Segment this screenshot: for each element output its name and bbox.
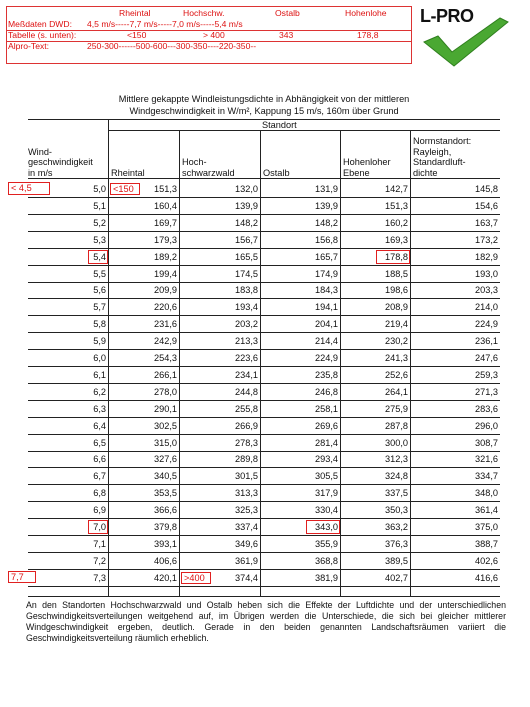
table-cell: 416,6 [475,572,498,583]
wind-speed-cell: 5,3 [93,234,106,245]
table-cell: 361,9 [235,555,258,566]
table-cell: 209,9 [154,285,177,296]
col-divider [260,130,261,596]
table-cell: 214,4 [315,336,338,347]
table-cell: 179,3 [154,234,177,245]
table-cell: 271,3 [475,386,498,397]
table-cell: 242,9 [154,336,177,347]
hdr-row3-label: Alpro-Text: [8,41,50,51]
hdr-row1-values: 4,5 m/s-----7,7 m/s-----7,0 m/s-----5,4 m/s [87,19,243,29]
head-hohenlohe-1: Hohenloher [343,157,391,167]
table-cell: 193,0 [475,268,498,279]
table-caption-line2: Windgeschwindigkeit in W/m², Kappung 15 m/s, 160m über Grund [129,106,399,116]
table-cell: 131,9 [315,184,338,194]
table-cell: 194,1 [315,302,338,313]
wind-speed-cell: 6,3 [93,403,106,414]
table-cell: 264,1 [385,386,408,397]
table-cell: 379,8 [154,522,177,532]
head-norm-1: Normstandort: [413,136,472,146]
hdr-row2-v4: 178,8 [357,30,379,40]
table-cell: 343,0 [315,522,338,532]
table-cell: 325,3 [235,505,258,516]
table-cell: 174,5 [235,268,258,279]
row-rule [28,586,500,587]
table-cell: 214,0 [475,302,498,313]
table-cell: 154,6 [475,200,498,211]
row-rule [28,332,500,333]
table-cell: 393,1 [154,538,177,549]
row-rule [28,214,500,215]
wind-speed-cell: 5,4 [93,251,106,262]
table-cell: 199,4 [154,268,177,279]
table-cell: 353,5 [154,488,177,499]
cell-highlight [88,250,108,264]
hdr-col-hochschw: Hochschw. [183,8,225,18]
row-rule [28,400,500,401]
wind-speed-cell: 6,7 [93,471,106,482]
table-cell: 156,8 [315,234,338,245]
table-cell: 224,9 [315,353,338,363]
col-divider [179,130,180,596]
table-cell: 259,3 [475,369,498,380]
table-cell: 132,0 [235,184,258,194]
table-cell: 305,5 [315,471,338,482]
wind-speed-cell: 6,2 [93,386,106,397]
head-wind-2: geschwindigkeit [28,157,93,167]
table-cell: 289,8 [235,454,258,465]
hdr-col-hohenlohe: Hohenlohe [345,8,387,18]
table-cell: 173,2 [475,234,498,245]
table-cell: 178,8 [385,251,408,262]
table-cell: 142,7 [385,184,408,194]
table-cell: 363,2 [385,522,408,532]
table-cell: 302,5 [154,420,177,431]
table-cell: 296,0 [475,420,498,431]
table-cell: 330,4 [315,505,338,516]
head-norm-4: dichte [413,167,438,178]
table-cell: 317,9 [315,488,338,499]
table-cell: 204,1 [315,319,338,330]
table-cell: 258,1 [315,403,338,414]
table-cell: 148,2 [235,217,258,228]
row-rule [28,265,500,266]
table-cell: 145,8 [475,184,498,194]
table-cell: 281,4 [315,437,338,448]
table-cell: 337,5 [385,488,408,499]
annotation-77: 7,7 [8,571,36,583]
table-cell: 151,3 [385,200,408,211]
table-cell: 389,5 [385,555,408,566]
col-divider [108,119,109,596]
wind-speed-cell: 6,5 [93,437,106,448]
wind-speed-cell: 5,8 [93,319,106,330]
table-cell: 203,2 [235,319,258,330]
table-cell: 278,0 [154,386,177,397]
hdr-col-ostalb: Ostalb [275,8,300,18]
table-cell: 252,6 [385,369,408,380]
wind-speed-cell: 6,0 [93,353,106,363]
table-cell: 287,8 [385,420,408,431]
wind-speed-cell: 5,5 [93,268,106,279]
row-rule [28,451,500,452]
table-cell: 235,8 [315,369,338,380]
table-cell: 374,4 [235,572,258,583]
wind-speed-cell: 7,0 [93,522,106,532]
table-cell: 308,7 [475,437,498,448]
row-rule [28,535,500,536]
annotation-lt45: < 4,5 [8,182,50,195]
table-cell: 165,5 [235,251,258,262]
wind-speed-cell: 7,2 [93,555,106,566]
table-cell: 148,2 [315,217,338,228]
row-rule [28,231,500,232]
hdr-row2-v2: > 400 [203,30,225,40]
wind-speed-cell: 6,9 [93,505,106,516]
row-rule [28,552,500,553]
table-cell: 293,4 [315,454,338,465]
table-cell: 183,8 [235,285,258,296]
table-cell: 266,9 [235,420,258,431]
table-cell: 244,8 [235,386,258,397]
table-cell: 340,5 [154,471,177,482]
table-cell: 169,3 [385,234,408,245]
table-cell: 203,3 [475,285,498,296]
table-cell: 300,0 [385,437,408,448]
table-cell: 213,3 [235,336,258,347]
table-cell: 165,7 [315,251,338,262]
table-cell: 224,9 [475,319,498,330]
table-cell: 420,1 [154,572,177,583]
table-cell: 254,3 [154,353,177,363]
wind-speed-cell: 7,1 [93,538,106,549]
table-cell: 275,9 [385,403,408,414]
table-cell: 334,7 [475,471,498,482]
table-cell: 231,6 [154,319,177,330]
table-caption-line1: Mittlere gekappte Windleistungsdichte in Abhängigkeit von der mittleren [118,94,410,104]
table-cell: 278,3 [235,437,258,448]
annotation-gt400: >400 [181,572,211,584]
table-cell: 313,3 [235,488,258,499]
rule-head [28,178,500,179]
hdr-row1-label: Meßdaten DWD: [8,19,72,29]
row-rule [28,197,500,198]
wind-speed-cell: 6,6 [93,454,106,465]
table-cell: 160,2 [385,217,408,228]
head-hohenlohe-2: Ebene [343,167,370,178]
annotation-lt150: <150 [110,183,140,195]
table-cell: 361,4 [475,505,498,516]
table-cell: 160,4 [154,200,177,211]
table-cell: 163,7 [475,217,498,228]
table-cell: 151,3 [154,184,177,194]
head-rheintal: Rheintal [111,167,145,178]
row-rule [28,282,500,283]
wind-speed-cell: 5,6 [93,285,106,296]
wind-speed-cell: 5,0 [93,184,106,194]
table-cell: 219,4 [385,319,408,330]
table-cell: 290,1 [154,403,177,414]
wind-speed-cell: 5,9 [93,336,106,347]
table-cell: 223,6 [235,353,258,363]
table-cell: 376,3 [385,538,408,549]
table-cell: 327,6 [154,454,177,465]
table-cell: 241,3 [385,353,408,363]
head-norm-3: Standardluft- [413,157,466,167]
table-cell: 350,3 [385,505,408,516]
col-divider [340,130,341,596]
wind-speed-cell: 5,2 [93,217,106,228]
row-rule [28,349,500,350]
table-cell: 220,6 [154,302,177,313]
row-rule [28,366,500,367]
table-cell: 193,4 [235,302,258,313]
table-cell: 337,4 [235,522,258,532]
table-cell: 406,6 [154,555,177,566]
table-cell: 188,5 [385,268,408,279]
table-cell: 301,5 [235,471,258,482]
table-cell: 355,9 [315,538,338,549]
table-cell: 182,9 [475,251,498,262]
table-cell: 139,9 [235,200,258,211]
table-cell: 269,6 [315,420,338,431]
table-cell: 315,0 [154,437,177,448]
table-cell: 246,8 [315,386,338,397]
row-rule [28,467,500,468]
table-cell: 349,6 [235,538,258,549]
cell-highlight [88,520,108,534]
wind-speed-cell: 5,7 [93,302,106,313]
row-rule [28,484,500,485]
head-hoch-1: Hoch- [182,157,207,167]
table-cell: 169,7 [154,217,177,228]
head-wind-3-label: in m/s [28,167,53,178]
hdr-row2-label: Tabelle (s. unten): [8,30,77,40]
wind-speed-cell: 6,1 [93,369,106,380]
row-rule [28,501,500,502]
table-cell: 368,8 [315,555,338,566]
table-cell: 321,6 [475,454,498,465]
row-rule [28,315,500,316]
table-cell: 366,6 [154,505,177,516]
wind-speed-cell: 6,4 [93,420,106,431]
table-cell: 388,7 [475,538,498,549]
cell-highlight [376,250,410,264]
hdr-row3-values: 250-300------500-600---300-350----220-350-- [87,41,257,51]
head-norm-2: Rayleigh, [413,146,452,157]
table-cell: 208,9 [385,302,408,313]
table-cell: 189,2 [154,251,177,262]
row-rule [28,248,500,249]
hdr-row2-v3: 343 [279,30,294,40]
table-cell: 255,8 [235,403,258,414]
table-cell: 402,6 [475,555,498,566]
head-ostalb: Ostalb [263,167,290,178]
table-cell: 236,1 [475,336,498,347]
table-cell: 348,0 [475,488,498,499]
row-rule [28,434,500,435]
head-wind-1: Wind- [28,146,52,157]
table-cell: 184,3 [315,285,338,296]
explanation-paragraph: An den Standorten Hochschwarzwald und Ostalb heben sich die Effekte der Luftdichte und der unterschiedlichen Geschwindigkeitsverteilungen weitgehend auf, im Übrigen werden die Unterschiede, die sich bei gleicher mittlerer Windgeschwindigkeit ergeben, deutlich. Gerade in den beiden genannten Landschaftsräumen variiert die Geschwindigkeitsverteilung räumlich erheblich. [26,600,506,643]
lpro-logo [418,6,514,68]
table-cell: 230,2 [385,336,408,347]
checkmark-icon [418,6,514,68]
wind-speed-cell: 7,3 [93,572,106,583]
logo-text: L-PRO [420,6,474,26]
wind-power-density-table [11,92,500,598]
table-cell: 156,7 [235,234,258,245]
col-divider [410,130,411,596]
hdr-col-rheintal: Rheintal [119,8,151,18]
table-cell: 139,9 [315,200,338,211]
row-rule [28,298,500,299]
table-cell: 283,6 [475,403,498,414]
table-cell: 247,6 [475,353,498,363]
head-hoch-2: schwarzwald [182,167,235,178]
table-cell: 198,6 [385,285,408,296]
head-standort: Standort [262,120,297,130]
row-rule [28,417,500,418]
wind-speed-cell: 6,8 [93,488,106,499]
table-cell: 324,8 [385,471,408,482]
row-rule [28,569,500,570]
rule-standort [108,130,500,131]
measurement-comparison-box [6,6,412,64]
table-cell: 174,9 [315,268,338,279]
table-cell: 381,9 [315,572,338,583]
table-cell: 402,7 [385,572,408,583]
hdr-row2-v1: <150 [127,30,147,40]
wind-speed-cell: 5,1 [93,200,106,211]
row-rule [28,383,500,384]
table-cell: 312,3 [385,454,408,465]
table-cell: 375,0 [475,522,498,532]
row-rule [28,518,500,519]
rule-bottom [28,596,500,597]
cell-highlight [306,520,340,534]
table-cell: 234,1 [235,369,258,380]
table-cell: 266,1 [154,369,177,380]
